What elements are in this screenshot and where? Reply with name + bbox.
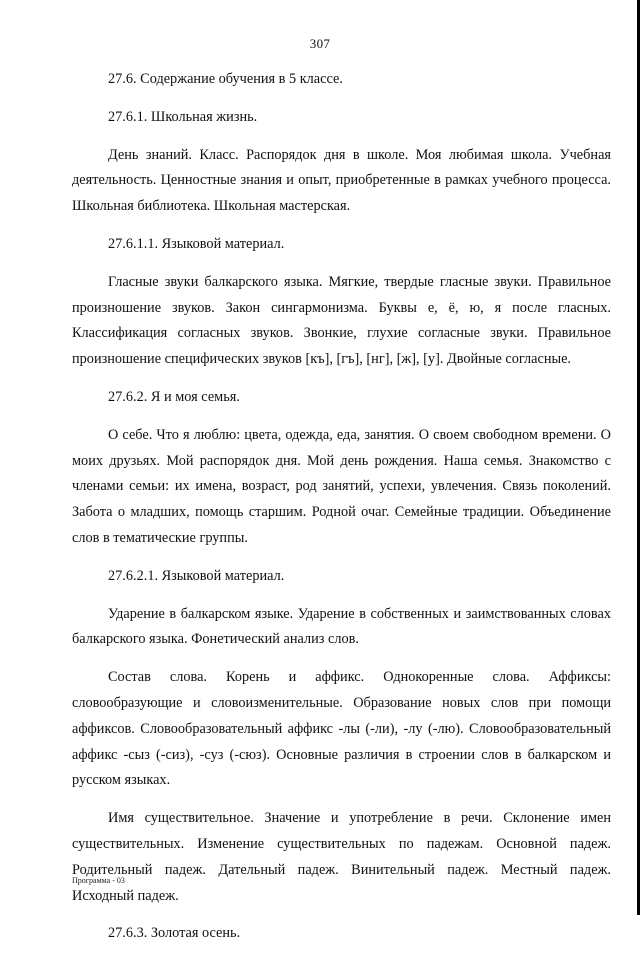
paragraph-school-life: День знаний. Класс. Распорядок дня в школе. Моя любимая школа. Учебная деятельность. Ценностные знания и опыт, приобретенные в рамках учебного процесса. Школьная библиотека. Школьная мастерская. xyxy=(72,146,611,215)
section-heading-27-6-2: 27.6.2. Я и моя семья. xyxy=(108,388,240,405)
paragraph-vowel-sounds: Гласные звуки балкарского языка. Мягкие, твердые гласные звуки. Правильное произношение звуков. Закон сингармонизма. Буквы е, ё, ю, я после гласных. Классификация согласных звуков. Звонкие, глухие согласные звуки. Правильное произношение специфических звуков [къ], [гъ], [нг], [ж], [у]. Двойные согласные. xyxy=(72,273,611,368)
document-body xyxy=(72,67,611,959)
paragraph-about-me: О себе. Что я люблю: цвета, одежда, еда, занятия. О своем свободном времени. О моих друзьях. Мой распорядок дня. Мой день рождения. Наша семья. Знакомство с членами семьи: их имена, возраст, род занятий, успехи, увлечения. Связь поколений. Забота о младших, помощь старшим. Родной очаг. Семейные традиции. Объединение слов в тематические группы. xyxy=(72,426,611,546)
footer-program-label: Программа - 03 xyxy=(72,876,125,885)
section-heading-27-6-1: 27.6.1. Школьная жизнь. xyxy=(108,108,258,125)
section-heading-27-6: 27.6. Содержание обучения в 5 классе. xyxy=(108,71,343,87)
paragraph-noun: Имя существительное. Значение и употребление в речи. Склонение имен существительных. Изменение существительных по падежам. Основной падеж. Родительный падеж. Дательный падеж. Винительный падеж. Местный падеж. Исходный падеж. xyxy=(72,810,611,904)
paragraph-stress: Ударение в балкарском языке. Ударение в собственных и заимствованных словах балкарского языка. Фонетический анализ слов. xyxy=(72,605,611,648)
page-number: 307 xyxy=(309,36,331,51)
paragraph-word-structure: Состав слова. Корень и аффикс. Однокоренные слова. Аффиксы: словообразующие и словоизменительные. Образование новых слов при помощи аффиксов. Словообразовательный аффикс -лы (-ли), -лу (-лю). Словообразовательный аффикс -сыз (-сиз), -суз (-сюз). Основные различия в строении слов в балкарском и русском языках. xyxy=(72,669,611,789)
section-heading-27-6-3: 27.6.3. Золотая осень. xyxy=(108,925,241,942)
section-heading-27-6-2-1: 27.6.2.1. Языковой материал. xyxy=(108,567,285,584)
section-heading-27-6-1-1: 27.6.1.1. Языковой материал. xyxy=(108,235,285,252)
